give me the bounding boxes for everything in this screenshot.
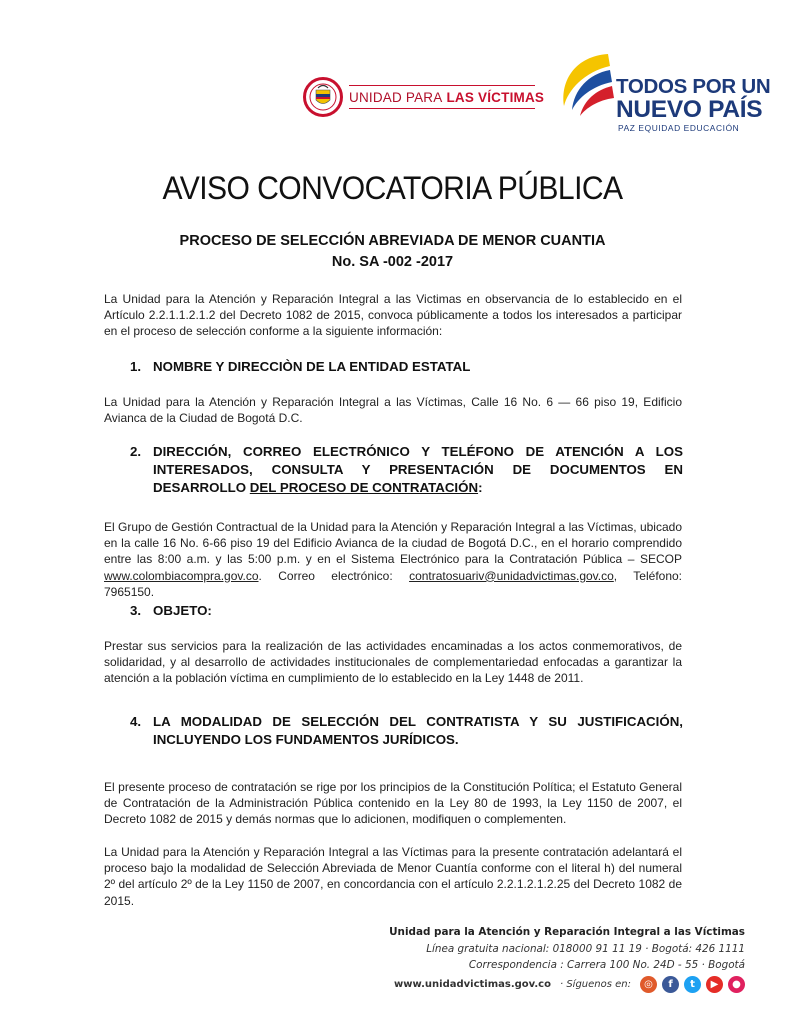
campaign-line2: NUEVO PAÍS	[616, 96, 763, 123]
section-2-heading	[130, 443, 683, 496]
intro-paragraph: La Unidad para la Atención y Reparación Integral a las Victimas en observancia de lo establecido en el Artículo 2.2.1.1.2.1.2 del Decreto 1082 de 2015, convoca públicamente a todos los interesados a participar en el proceso de selección conforme a la siguiente información:	[104, 292, 682, 339]
todos-por-un-nuevo-pais-logo	[556, 50, 771, 134]
section-title	[153, 443, 683, 496]
section-title: NOMBRE Y DIRECCIÒN DE LA ENTIDAD ESTATAL	[153, 359, 471, 374]
section-4-body-1: El presente proceso de contratación se rige por los principios de la Constitución Política; el Estatuto General de Contratación de la Administración Pública contenido en la Ley 80 de 1993, la Ley 1150 de 2007, el Decreto 1082 de 2015 y demás normas que lo adicionen, modifiquen o complementen.	[104, 780, 682, 827]
instagram-icon[interactable]: ◎	[640, 976, 657, 993]
campaign-tagline: PAZ EQUIDAD EDUCACIÓN	[618, 123, 740, 133]
flickr-icon[interactable]: ●	[728, 976, 745, 993]
section-2-body	[104, 519, 682, 600]
section-number: 4.	[130, 714, 142, 729]
footer-social-bar	[394, 974, 745, 994]
unidad-logo-emphasis: LAS VÍCTIMAS	[446, 89, 545, 105]
section-2-body-mid: . Correo electrónico:	[258, 568, 410, 583]
twitter-icon[interactable]: t	[684, 976, 701, 993]
section-title-underlined: DEL PROCESO DE CONTRATACIÓN	[249, 479, 479, 495]
section-title-plain: DIRECCIÓN, CORREO ELECTRÓNICO Y TELÉFONO DE ATENCIÓN A LOS INTERESADOS, CONSULTA Y PRESENTACIÓN DE DOCUMENTOS EN DESARROLLO	[153, 444, 683, 495]
process-number: No. SA -002 -2017	[331, 254, 454, 270]
process-title: PROCESO DE SELECCIÓN ABREVIADA DE MENOR CUANTIA	[179, 233, 606, 249]
footer-address: Correspondencia : Carrera 100 No. 24D - 55 · Bogotá	[468, 959, 745, 971]
youtube-icon[interactable]: ▶	[706, 976, 723, 993]
section-title: LA MODALIDAD DE SELECCIÓN DEL CONTRATISTA Y SU JUSTIFICACIÓN, INCLUYENDO LOS FUNDAMENTOS JURÍDICOS.	[153, 714, 683, 747]
section-4-body-2: La Unidad para la Atención y Reparación Integral a las Víctimas para la presente contratación adelantará el proceso bajo la modalidad de Selección Abreviada de Menor Cuantía conforme con el literal h) del numeral 2º del artículo 2º de la Ley 1150 de 2007, en concordancia con el artículo 2.2.1.2.1.2.25 del Decreto 1082 de 2015.	[104, 845, 682, 908]
section-title-end: :	[478, 479, 483, 495]
footer-phone: Línea gratuita nacional: 018000 91 11 19 · Bogotá: 426 1111	[426, 943, 745, 955]
section-number: 2.	[130, 444, 142, 459]
campaign-mark-icon	[556, 50, 614, 134]
unidad-logo-text	[349, 85, 545, 109]
footer-follow-label: · Síguenos en:	[559, 978, 631, 990]
section-2-body-start: El Grupo de Gestión Contractual de la Unidad para la Atención y Reparación Integral a las Víctimas, ubicado en la calle 16 No. 6-66 piso 19 del Edificio Avianca de la ciudad de Bogotá D.C., en el horario comprendido entre las 8:00 a.m. y las 5:00 p.m. y en el Sistema Electrónico para la Contratación Pública – SECOP	[104, 520, 682, 567]
section-3-heading	[130, 602, 683, 620]
section-number: 3.	[130, 603, 142, 618]
facebook-icon[interactable]: f	[662, 976, 679, 993]
email-link[interactable]: contratosuariv@unidadvictimas.gov.co	[409, 568, 614, 583]
section-2-body-end: , Teléfono: 7965150.	[104, 568, 683, 599]
section-4-heading	[130, 713, 683, 749]
colombia-seal-icon	[303, 76, 343, 118]
campaign-line1: TODOS POR UN	[616, 75, 771, 98]
secop-link[interactable]: www.colombiacompra.gov.co	[104, 568, 259, 583]
unidad-logo-prefix: UNIDAD PARA	[349, 89, 443, 105]
footer-org: Unidad para la Atención y Reparación Integral a las Víctimas	[389, 926, 745, 938]
section-1-body: La Unidad para la Atención y Reparación Integral a las Víctimas, Calle 16 No. 6 — 66 piso 19, Edificio Avianca de la Ciudad de Bogotá D.C.	[104, 395, 682, 426]
section-3-body: Prestar sus servicios para la realización de las actividades encaminadas a los actos conmemorativos, de solidaridad, y al desarrollo de actividades institucionales de complementariedad enfocadas a garantizar la atención a la población víctima en cumplimiento de lo establecido en la Ley 1448 de 2011.	[104, 639, 682, 686]
section-title: OBJETO:	[153, 603, 212, 618]
section-number: 1.	[130, 359, 142, 374]
footer-website-link[interactable]: www.unidadvictimas.gov.co	[394, 978, 551, 990]
page-title: AVISO CONVOCATORIA PÚBLICA	[162, 170, 623, 206]
section-1-heading	[130, 358, 683, 376]
unidad-victimas-logo	[303, 74, 545, 122]
